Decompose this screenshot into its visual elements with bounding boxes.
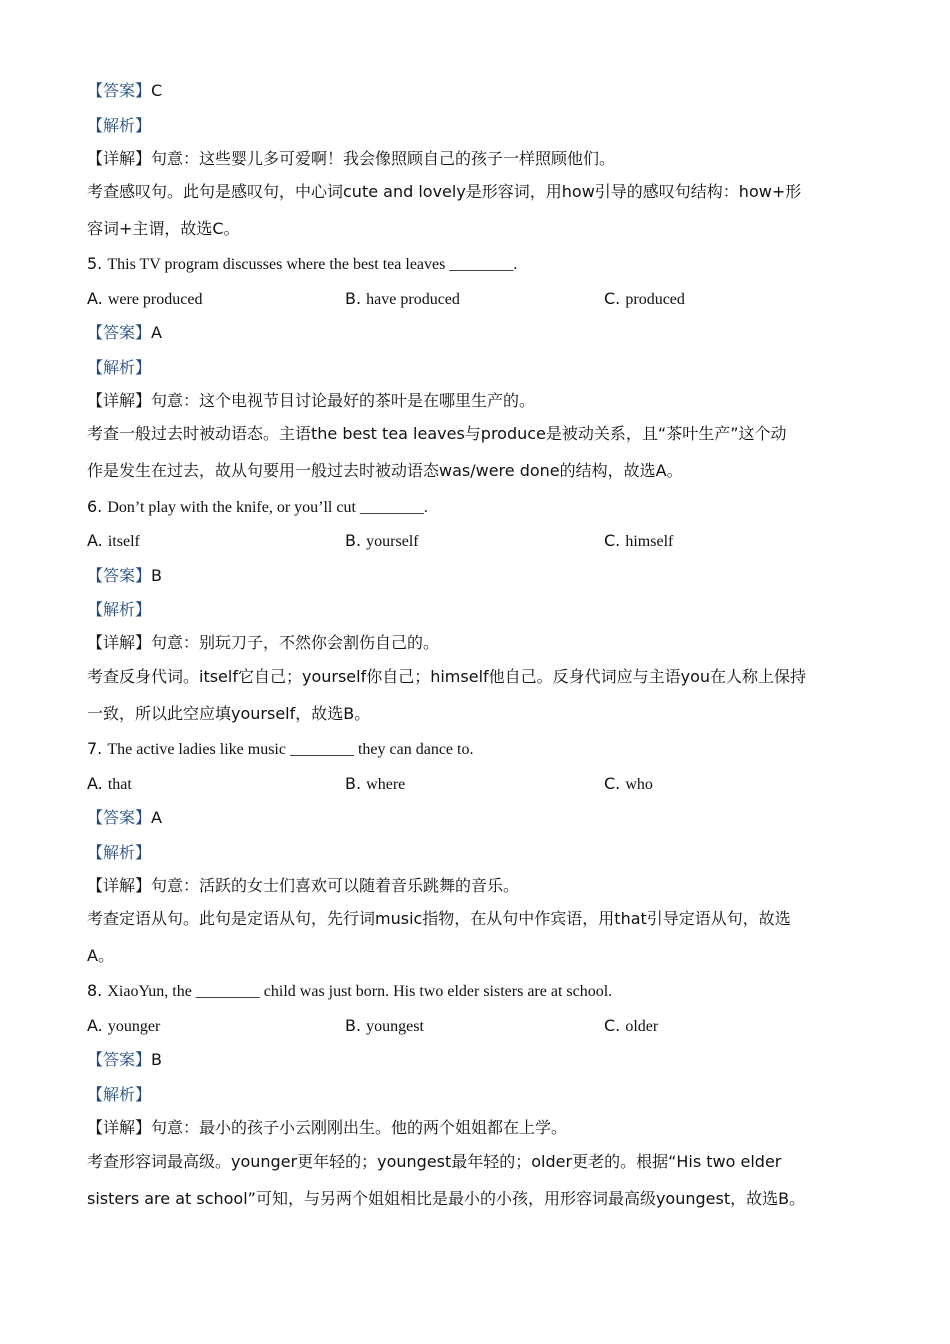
option-c: C. older (604, 1016, 659, 1035)
detail-line (87, 149, 615, 169)
question-text: The active ladies like music ________ they can dance to. (107, 741, 474, 758)
detail-line (87, 1118, 567, 1138)
answer-label: 【答案】 (87, 808, 152, 827)
option-a: A. younger (87, 1016, 161, 1035)
explanation-line: 考查一般过去时被动语态。主语the best tea leaves与produce是被动关系，且“茶叶生产”这个动 (87, 424, 787, 443)
explanation-line: 作是发生在过去，故从句要用一般过去时被动语态was/were done的结构，故选A。 (87, 461, 683, 480)
sentence-meaning: 句意：这个电视节目讨论最好的茶叶是在哪里生产的。 (151, 391, 536, 410)
question-number: 7. (87, 739, 103, 758)
question-text: This TV program discusses where the best tea leaves ________. (107, 256, 518, 273)
detail-label: 【详解】 (87, 1118, 152, 1137)
explanation-line: 考查反身代词。itself它自己；yourself你自己；himself他自己。反身代词应与主语you在人称上保持 (87, 667, 807, 686)
analysis-label: 【解析】 (87, 843, 152, 862)
option-b: B. youngest (345, 1016, 424, 1035)
answer-line (87, 81, 162, 101)
sentence-meaning: 句意：这些婴儿多可爱啊！我会像照顾自己的孩子一样照顾他们。 (151, 149, 616, 168)
answer-value: A (151, 323, 162, 342)
analysis-label: 【解析】 (87, 600, 152, 619)
option-b: B. where (345, 774, 406, 793)
answer-label: 【答案】 (87, 566, 152, 585)
answer-label: 【答案】 (87, 81, 152, 100)
question-stem (87, 254, 517, 275)
answer-label: 【答案】 (87, 1050, 152, 1069)
question-stem (87, 981, 612, 1002)
option-a: A. were produced (87, 289, 203, 308)
analysis-label: 【解析】 (87, 1085, 152, 1104)
option-a: A. that (87, 774, 132, 793)
question-number: 8. (87, 981, 103, 1000)
answer-value: C (151, 81, 163, 100)
answer-line (87, 808, 162, 828)
explanation-line: 考查形容词最高级。younger更年轻的；youngest最年轻的；older更老的。根据“His two elder (87, 1152, 782, 1171)
sentence-meaning: 句意：别玩刀子，不然你会割伤自己的。 (151, 633, 440, 652)
explanation-line: 考查感叹句。此句是感叹句，中心词cute and lovely是形容词，用how引导的感叹句结构：how+形 (87, 182, 802, 201)
option-c: C. produced (604, 289, 685, 308)
option-b: B. have produced (345, 289, 460, 308)
detail-label: 【详解】 (87, 633, 152, 652)
detail-label: 【详解】 (87, 876, 152, 895)
option-b: B. yourself (345, 531, 419, 550)
question-number: 6. (87, 497, 103, 516)
sentence-meaning: 句意：活跃的女士们喜欢可以随着音乐跳舞的音乐。 (151, 876, 520, 895)
explanation-line: 考查定语从句。此句是定语从句，先行词music指物，在从句中作宾语，用that引导定语从句，故选 (87, 909, 791, 928)
question-stem (87, 739, 473, 760)
answer-line (87, 323, 162, 343)
detail-line (87, 391, 535, 411)
explanation-line: 一致，所以此空应填yourself，故选B。 (87, 704, 371, 723)
answer-value: B (151, 566, 162, 585)
explanation-line: A。 (87, 946, 114, 965)
detail-line (87, 876, 519, 896)
detail-line (87, 633, 439, 653)
question-stem (87, 497, 428, 518)
answer-line (87, 1050, 162, 1070)
question-text: Don’t play with the knife, or you’ll cut ________. (107, 499, 428, 516)
analysis-label: 【解析】 (87, 116, 152, 135)
option-c: C. himself (604, 531, 674, 550)
answer-label: 【答案】 (87, 323, 152, 342)
answer-value: B (151, 1050, 162, 1069)
detail-label: 【详解】 (87, 391, 152, 410)
question-text: XiaoYun, the ________ child was just born. His two elder sisters are at school. (107, 983, 613, 1000)
answer-value: A (151, 808, 162, 827)
sentence-meaning: 句意：最小的孩子小云刚刚出生。他的两个姐姐都在上学。 (151, 1118, 568, 1137)
option-c: C. who (604, 774, 653, 793)
detail-label: 【详解】 (87, 149, 152, 168)
explanation-line: 容词+主谓，故选C。 (87, 219, 240, 238)
analysis-label: 【解析】 (87, 358, 152, 377)
option-a: A. itself (87, 531, 140, 550)
explanation-line: sisters are at school”可知，与另两个姐姐相比是最小的小孩，用形容词最高级youngest，故选B。 (87, 1189, 806, 1208)
question-number: 5. (87, 254, 103, 273)
answer-line (87, 566, 162, 586)
